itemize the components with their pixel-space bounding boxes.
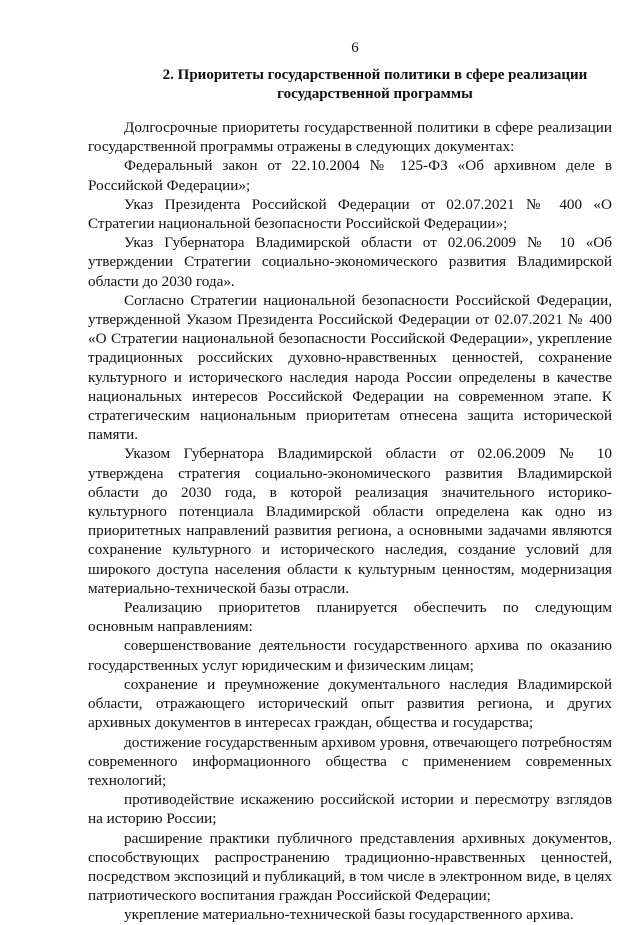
paragraph-presidential-decree: Указ Президента Российской Федерации от 02.07.2021 № 400 «О Стратегии национальной безопасности Российской Федерации»; [88, 195, 612, 233]
list-item: достижение государственным архивом уровня, отвечающего потребностям современного информационного общества с применением современных технологий; [88, 733, 612, 789]
page-number: 6 [351, 40, 359, 56]
list-item: укрепление материально-технической базы государственного архива. [124, 906, 574, 924]
list-item: совершенствование деятельности государственного архива по оказанию государственных услуг юридическим и физическим лицам; [88, 637, 612, 674]
list-item: противодействие искажению российской истории и пересмотру взглядов на историю России; [88, 791, 612, 828]
list-item: расширение практики публичного представления архивных документов, способствующих распространению традиционно-нравственных ценностей, посредством экспозиций и публикаций, в том числе в электронном виде, в целях патриотического воспитания граждан Российской Федерации; [88, 829, 612, 905]
paragraph-federal-law: Федеральный закон от 22.10.2004 № 125-ФЗ «Об архивном деле в Российской Федерации»; [88, 157, 612, 194]
paragraph-directions-intro: Реализацию приоритетов планируется обеспечить по следующим основным направлениям: [88, 599, 612, 636]
section-heading: 2. Приоритеты государственной политики в сфере реализации государственной программы [162, 67, 588, 102]
paragraph-governor-decree: Указ Губернатора Владимирской области от 02.06.2009 № 10 «Об утверждении Стратегии социально-экономического развития Владимирской области до 2030 года». [88, 234, 612, 290]
paragraph-national-security-strategy: Согласно Стратегии национальной безопасности Российской Федерации, утвержденной Указом Президента Российской Федерации от 02.07.2021 № 400 «О Стратегии национальной безопасности Российской Федерации», укрепление традиционных российских духовно-нравственных ценностей, сохранение культурного и исторического наследия народа России определены в качестве национальных интересов Российской Федерации на современном этапе. К стратегическим национальным приоритетам отнесена защита исторической памяти. [88, 291, 612, 444]
list-item: сохранение и преумножение документального наследия Владимирской области, отражающего исторический опыт развития региона, и других архивных документов в интересах граждан, общества и государства; [88, 675, 612, 732]
paragraph-intro: Долгосрочные приоритеты государственной политики в сфере реализации государственной программы отражены в следующих документах: [88, 119, 612, 156]
paragraph-regional-strategy: Указом Губернатора Владимирской области от 02.06.2009 № 10 утверждена стратегия социально-экономического развития Владимирской области до 2030 года, в которой реализация значительного историко-культурного потенциала Владимирской области определена как одно из приоритетных направлений развития региона, а основными задачами являются сохранение культурного и исторического наследия, создание условий для широкого доступа населения области к культурным ценностям, модернизация материально-технической базы отрасли. [88, 445, 612, 597]
body-text [88, 114, 612, 925]
